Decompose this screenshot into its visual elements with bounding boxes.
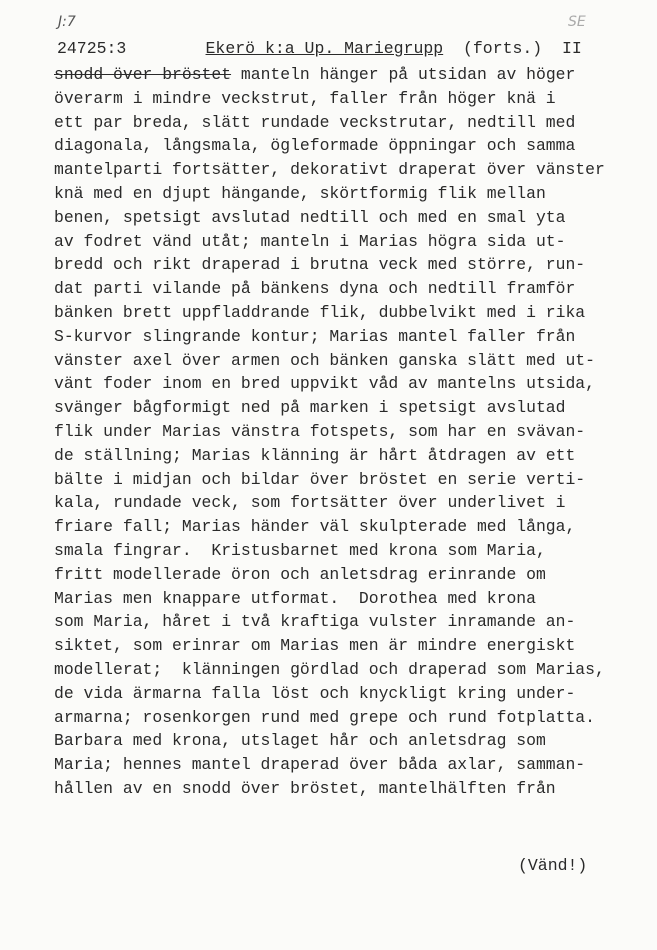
- text-line: siktet, som erinrar om Marias men är mindre energiskt: [54, 636, 576, 656]
- page-number: II: [562, 39, 582, 58]
- text-line: armarna; rosenkorgen rund med grepe och rund fotplatta.: [54, 707, 595, 727]
- text-line: de vida ärmarna falla löst och knyckligt kring under-: [54, 683, 576, 703]
- text-line: mantelparti fortsätter, dekorativt draperat över vänster: [54, 160, 605, 180]
- text-line: dat parti vilande på bänkens dyna och nedtill framför: [54, 279, 576, 299]
- text-line: smala fingrar. Kristusbarnet med krona som Maria,: [54, 540, 546, 560]
- text-line: Marias men knappare utformat. Dorothea med krona: [54, 588, 536, 608]
- card-title: Ekerö k:a Up. Mariegrupp: [205, 39, 444, 58]
- text-line: som Maria, håret i två kraftiga vulster inramande an-: [54, 612, 576, 632]
- text-line: bälte i midjan och bildar över bröstet en serie verti-: [54, 469, 586, 489]
- text-line: de ställning; Marias klänning är hårt åtdragen av ett: [54, 445, 576, 465]
- text-line: diagonala, långsmala, ögleformade öppningar och samma: [54, 136, 576, 156]
- text-line: bredd och rikt draperad i brutna veck med större, run-: [54, 255, 586, 275]
- text-line: vänt foder inom en bred uppvikt våd av mantelns utsida,: [54, 374, 595, 394]
- text-line: fritt modellerade öron och anletsdrag erinrande om: [54, 564, 546, 584]
- text-line: ett par breda, slätt rundade veckstrutar, nedtill med: [54, 112, 576, 132]
- text-line: S-kurvor slingrande kontur; Marias mantel faller från: [54, 326, 576, 346]
- text-line: Maria; hennes mantel draperad över båda axlar, samman-: [54, 755, 586, 775]
- text-line: kala, rundade veck, som fortsätter över underlivet i: [54, 493, 566, 513]
- text-line: bänken brett uppfladdrande flik, dubbelvikt med i rika: [54, 302, 586, 322]
- continued-marker: (forts.): [462, 39, 543, 58]
- text-line: Barbara med krona, utslaget hår och anletsdrag som: [54, 731, 546, 751]
- text-line-content: manteln hänger på utsidan av höger: [231, 65, 576, 84]
- text-line: vänster axel över armen och bänken ganska slätt med ut-: [54, 350, 595, 370]
- handwritten-id: J:7: [58, 14, 76, 30]
- struck-text: snodd över bröstet: [54, 65, 232, 84]
- text-line: överarm i mindre veckstrut, faller från höger knä i: [54, 88, 556, 108]
- handwritten-corner-note: SE: [568, 14, 586, 30]
- turn-over-note: (Vänd!): [518, 856, 588, 875]
- text-line: [54, 63, 654, 87]
- card-header: [57, 39, 647, 58]
- text-line: flik under Marias vänstra fotspets, som har en svävan-: [54, 421, 586, 441]
- text-line: benen, spetsigt avslutad nedtill och med en smal yta: [54, 207, 566, 227]
- body-text: [54, 63, 654, 801]
- text-line: hållen av en snodd över bröstet, mantelhälften från: [54, 778, 556, 798]
- text-line: knä med en djupt hängande, skörtformig flik mellan: [54, 183, 546, 203]
- text-line: friare fall; Marias händer väl skulpterade med långa,: [54, 517, 576, 537]
- catalog-number: 24725:3: [57, 39, 127, 58]
- text-line: svänger bågformigt ned på marken i spetsigt avslutad: [54, 398, 566, 418]
- text-line: av fodret vänd utåt; manteln i Marias högra sida ut-: [54, 231, 566, 251]
- text-line: modellerat; klänningen gördlad och draperad som Marias,: [54, 659, 605, 679]
